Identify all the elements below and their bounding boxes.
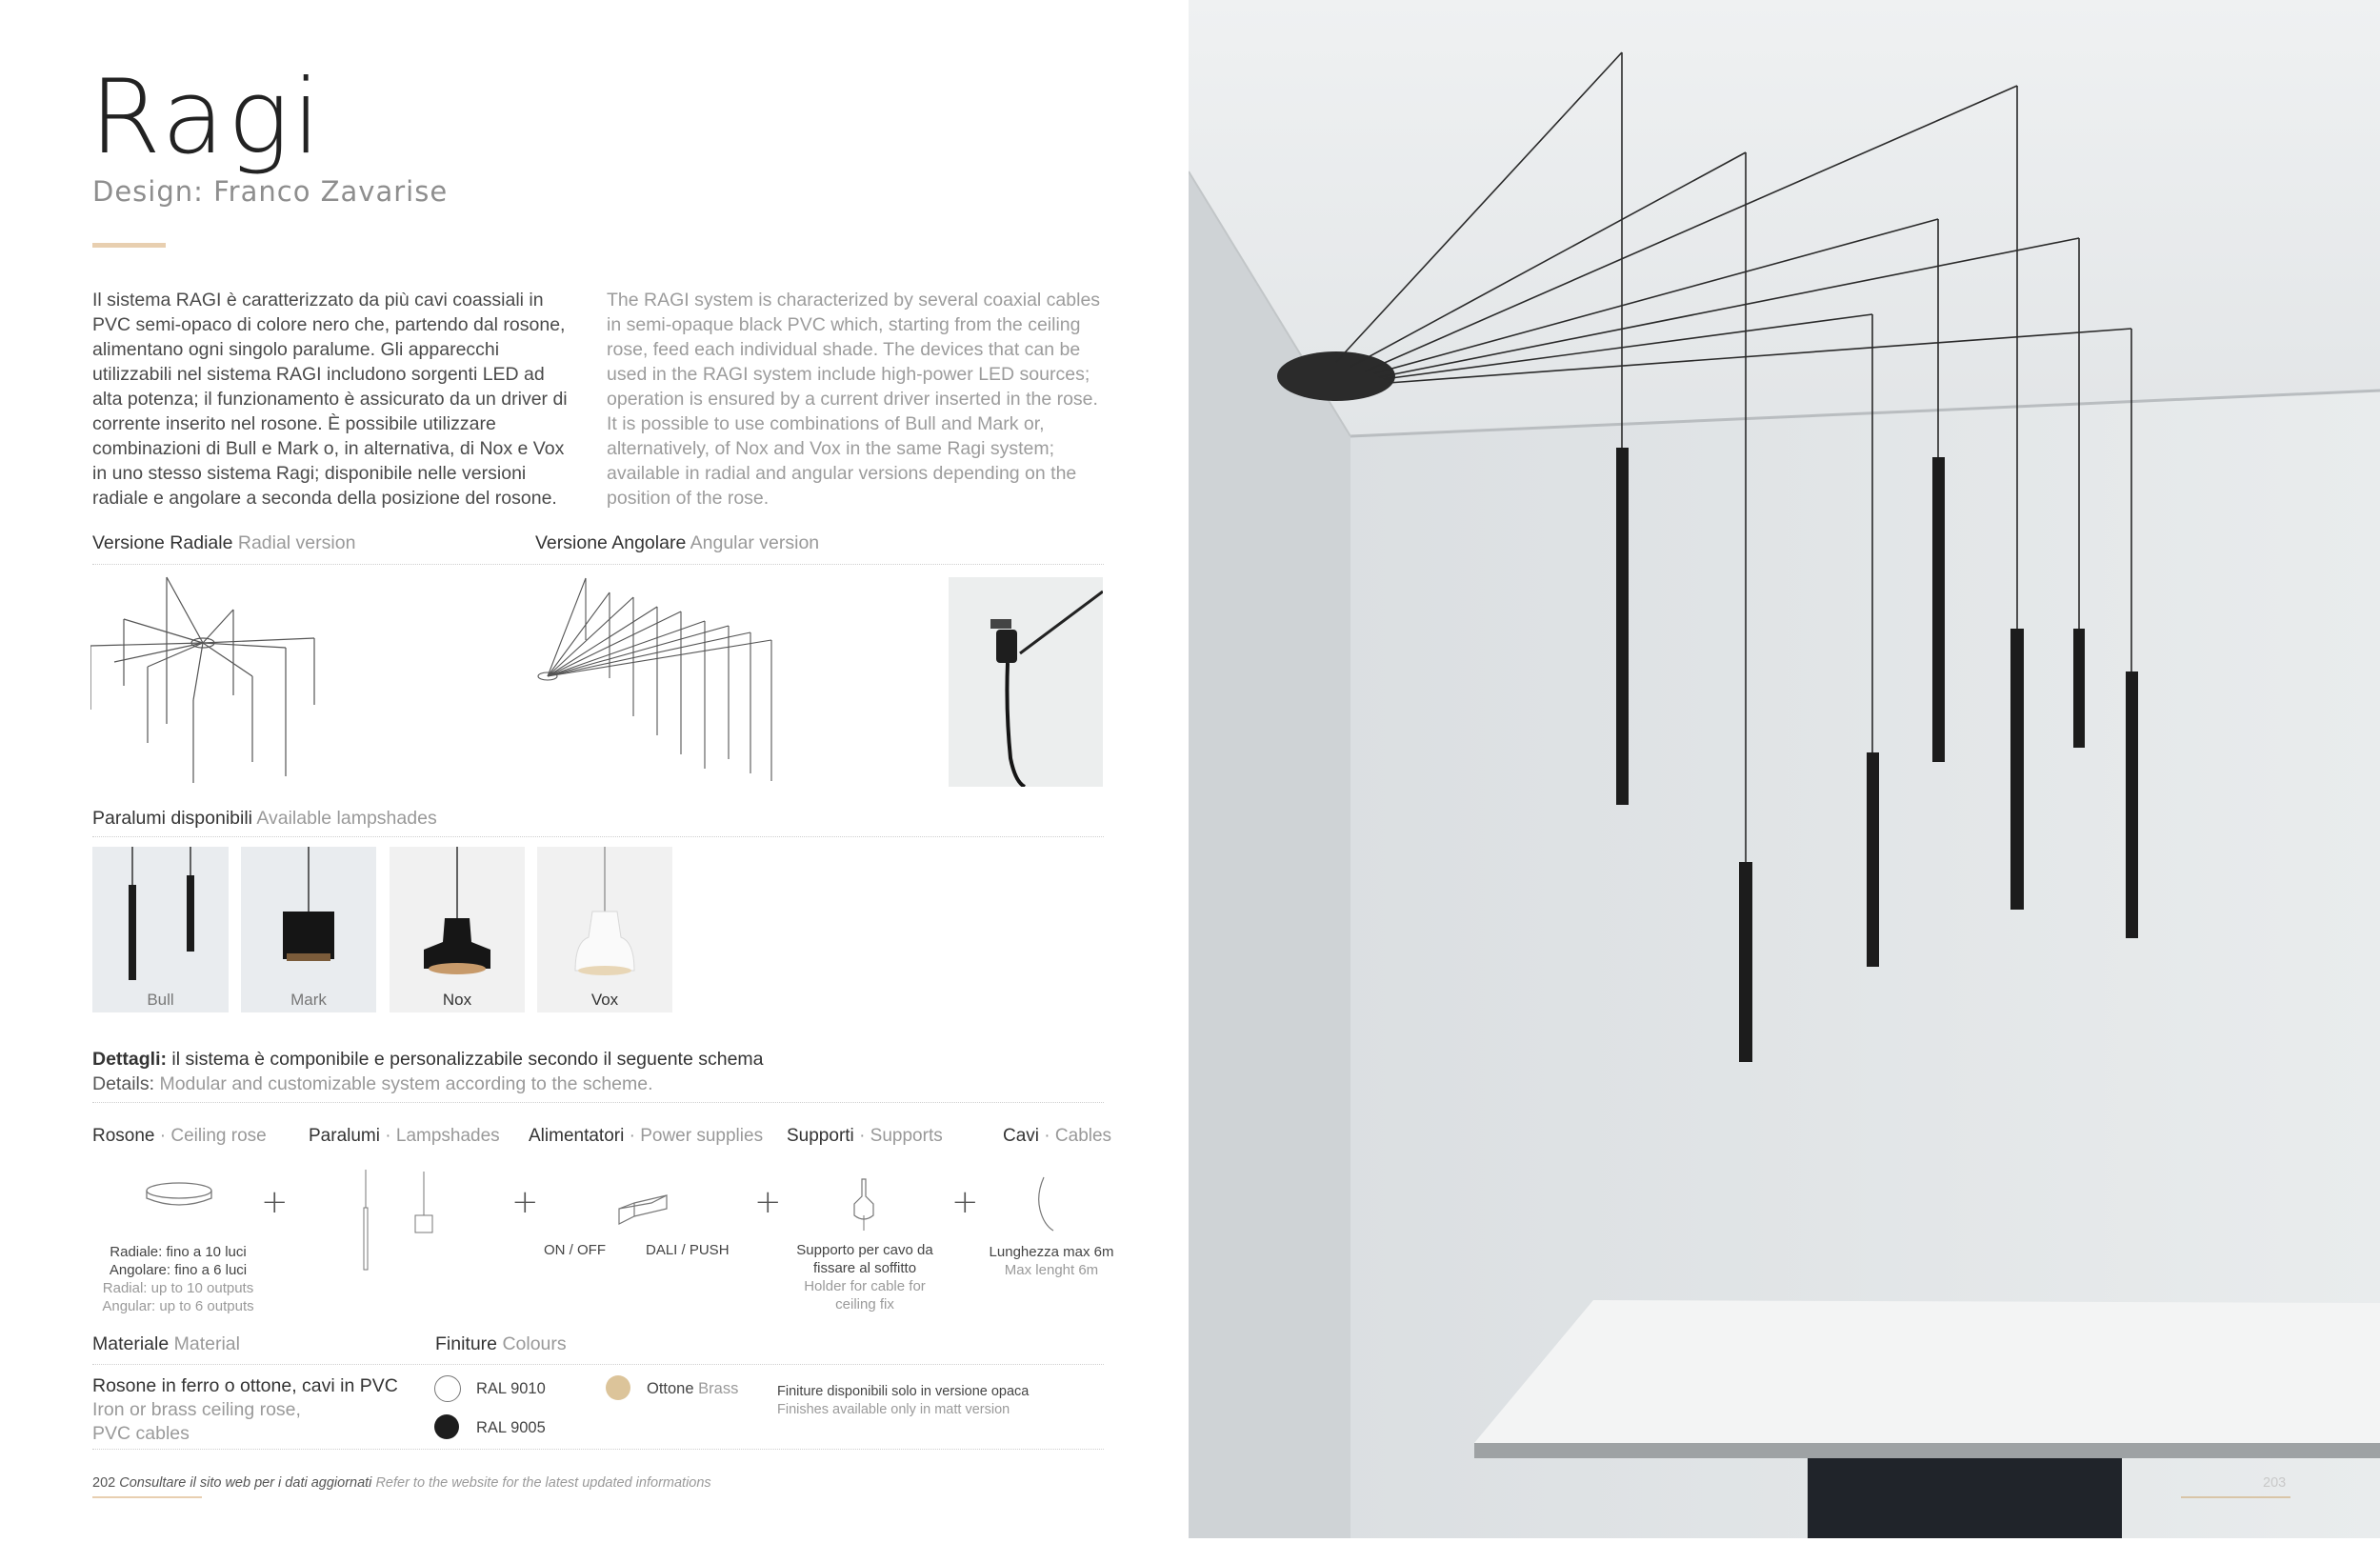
cables-category: Cavi · Cables: [1003, 1126, 1112, 1146]
power-option-onoff: ON / OFF: [544, 1242, 606, 1258]
lampshade-label: Bull: [147, 991, 174, 1009]
lampshade-bull-thumb: [92, 847, 229, 1012]
vox-lamp-icon: [537, 847, 672, 1012]
page-number-right: 203: [2263, 1475, 2287, 1491]
power-supply-icon: [617, 1193, 669, 1232]
accent-divider: [92, 243, 166, 248]
power-option-dali: DALI / PUSH: [646, 1242, 730, 1258]
cables-notes: Lunghezza max 6m Max lenght 6m: [989, 1244, 1114, 1278]
swatch-brass: [606, 1375, 630, 1400]
product-photo: [1189, 0, 2380, 1538]
finishes-note: Finiture disponibili solo in versione opaca Finishes available only in matt version: [777, 1384, 1030, 1417]
section-rule: [92, 1364, 1104, 1365]
cable-icon: [1030, 1175, 1059, 1234]
section-rule: [92, 1102, 1104, 1103]
swatch-label: RAL 9010: [476, 1380, 546, 1397]
swatch-ral-9010: [434, 1375, 461, 1402]
section-rule: [92, 1449, 1104, 1450]
intro-italian: Il sistema RAGI è caratterizzato da più cavi coassiali in PVC semi-opaco di colore nero che, partendo dal rosone, alimentano ogni singolo paralume. Gli apparecchi utilizzabili nel sistema RAGI includono sorgenti LED ad alta potenza; il funzionamento è assicurato da un driver di corrente inserito nel rosone. È possibile utilizzare combinazioni di Bull e Mark o, in alternativa, di Nox e Vox in uno stesso sistema Ragi; disponibile nelle versioni radiale e angolare a seconda della posizione del rosone.: [92, 290, 568, 509]
rose-detail-graphic: [949, 577, 1103, 787]
section-rule: [92, 564, 1104, 565]
lampshade-label: Nox: [442, 991, 472, 1009]
angular-version-heading: Versione Angolare Angular version: [535, 532, 820, 553]
lampshade-label: Mark: [290, 991, 327, 1009]
supports-category: Supporti · Supports: [787, 1126, 943, 1146]
shades-category: Paralumi · Lampshades: [309, 1126, 500, 1146]
swatch-label: RAL 9005: [476, 1419, 546, 1436]
ragi-installation-photo: [1189, 0, 2380, 1538]
lampshade-label: Vox: [590, 991, 619, 1009]
cable-support-icon: [845, 1177, 883, 1234]
radial-version-heading: Versione Radiale Radial version: [92, 532, 356, 553]
bull-lamp-icon: [92, 847, 229, 1012]
plus-sign: +: [951, 1183, 979, 1221]
intro-english: The RAGI system is characterized by several coaxial cables in semi-opaque black PVC which, starting from the ceiling rose, feed each individual shade. The devices that can be used in the RAGI system include high-power LED sources; operation is ensured by a current driver inserted in the rose. It is possible to use combinations of Bull and Mark or, alternatively, of Nox and Vox in the same Ragi system; available in radial and angular versions depending on the position of the rose.: [607, 290, 1101, 509]
rose-notes: Radiale: fino a 10 luci Angolare: fino a 6 luci Radial: up to 10 outputs Angular: up to 6 outputs: [102, 1244, 254, 1314]
lampshades-heading: Paralumi disponibili Available lampshades: [92, 808, 437, 829]
plus-sign: +: [511, 1183, 539, 1221]
material-description: Rosone in ferro o ottone, cavi in PVC Iron or brass ceiling rose, PVC cables: [92, 1375, 398, 1444]
section-rule: [92, 836, 1104, 837]
details-english: Details: Modular and customizable system according to the scheme.: [92, 1073, 653, 1094]
material-heading: Materiale Material: [92, 1333, 240, 1354]
footer-accent: [92, 1496, 202, 1498]
plus-sign: +: [261, 1183, 289, 1221]
footer-note: 202 Consultare il sito web per i dati aggiornati Refer to the website for the latest updated informations: [92, 1475, 711, 1491]
rose-detail-photo: [949, 577, 1103, 787]
lampshade-mark-thumb: [241, 847, 376, 1012]
lampshade-vox-thumb: [537, 847, 672, 1012]
swatch-ral-9005: [434, 1414, 459, 1439]
nox-lamp-icon: [390, 847, 525, 1012]
lampshade-nox-thumb: [390, 847, 525, 1012]
power-category: Alimentatori · Power supplies: [529, 1126, 764, 1146]
angular-version-diagram: [533, 573, 786, 785]
plus-sign: +: [754, 1183, 782, 1221]
finishes-heading: Finiture Colours: [435, 1333, 567, 1354]
rose-category: Rosone · Ceiling rose: [92, 1126, 267, 1146]
radial-version-diagram: [90, 571, 319, 786]
supports-notes: Supporto per cavo da fissare al soffitto Holder for cable for ceiling fix: [796, 1242, 933, 1313]
page-title: Ragi: [90, 58, 324, 177]
swatch-label: Ottone Brass: [647, 1380, 739, 1397]
ceiling-rose-icon: [143, 1179, 215, 1213]
details-italian: Dettagli: il sistema è componibile e personalizzabile secondo il seguente schema: [92, 1049, 764, 1070]
lampshade-icon: [360, 1170, 446, 1274]
designer-credit: Design: Franco Zavarise: [92, 175, 449, 208]
mark-lamp-icon: [241, 847, 376, 1012]
footer-accent-right: [2181, 1496, 2290, 1498]
